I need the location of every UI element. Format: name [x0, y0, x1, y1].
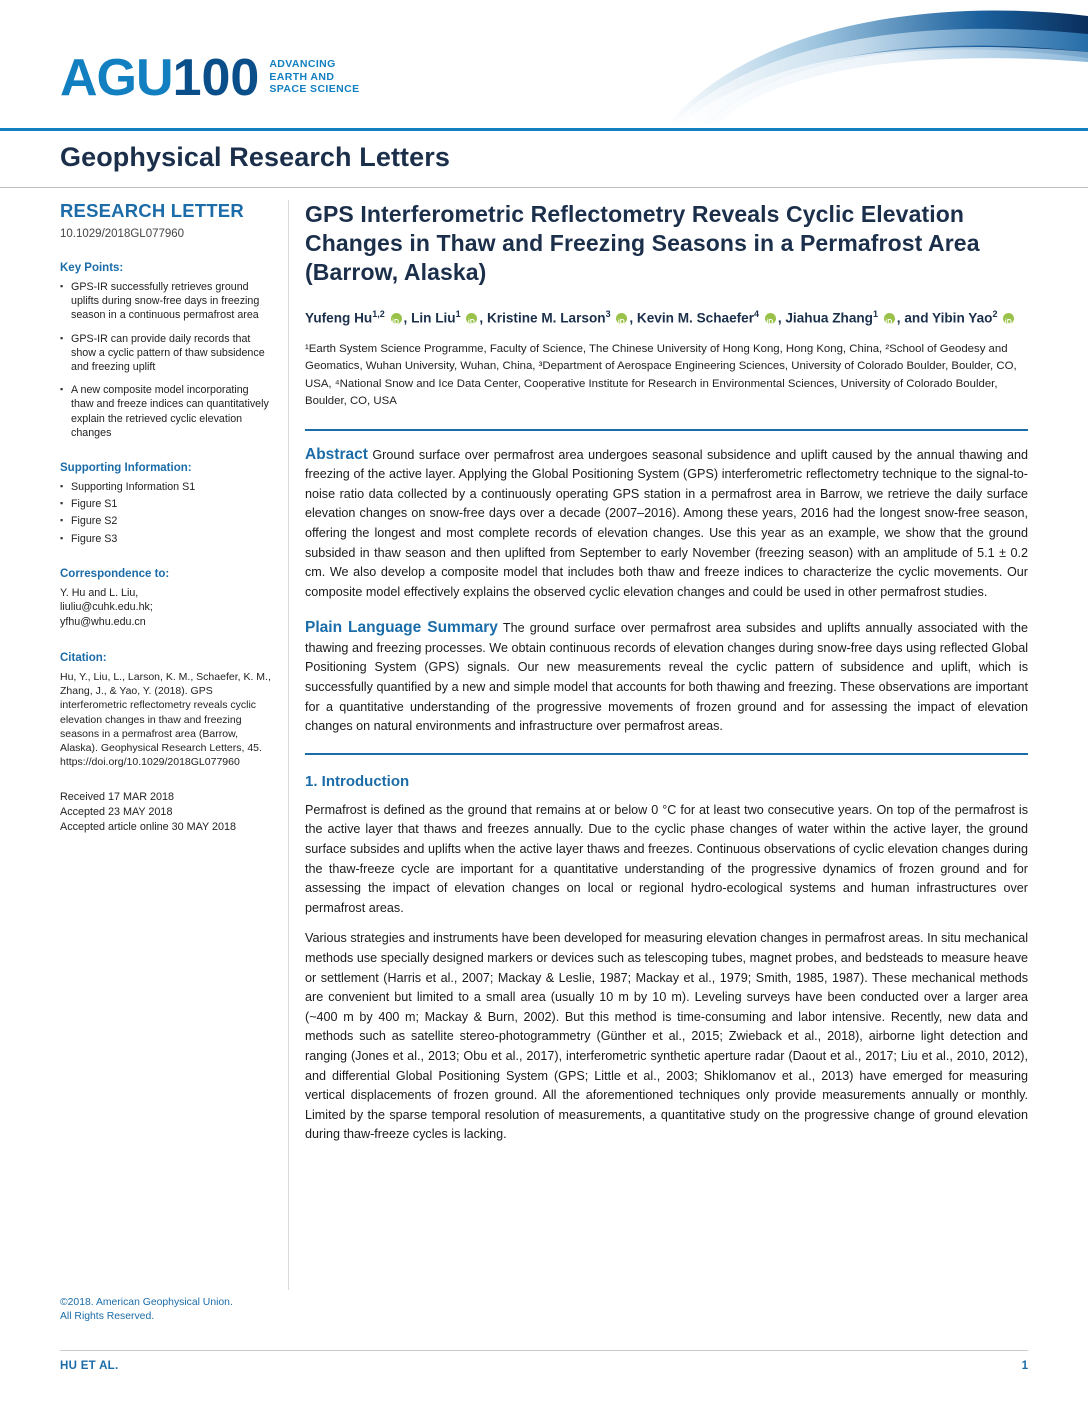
orcid-icon[interactable]	[616, 313, 627, 324]
list-item[interactable]: ▪ Figure S1	[60, 497, 272, 511]
list-item[interactable]: ▪ Figure S3	[60, 532, 272, 546]
agu-logo	[60, 49, 360, 107]
list-item[interactable]: ▪ Supporting Information S1	[60, 480, 272, 494]
section-divider-2	[305, 753, 1028, 755]
copyright-line-1: ©2018. American Geophysical Union.	[60, 1297, 233, 1308]
author-list: Yufeng Hu$^{1,2}$ iD , Lin Liu$^1$ iD , Kristine M. Larson$^3$ iD , Kevin M. Schaefer$^4$ iD , Jiahua Zhang$^1$ iD , and Yibin Yao$^2$ iD	[305, 304, 1028, 329]
agu-logo-100: 100	[172, 49, 260, 107]
copyright-notice	[60, 1296, 275, 1324]
orcid-icon[interactable]	[765, 313, 776, 324]
abstract-heading: Abstract	[305, 445, 368, 463]
section-divider	[305, 429, 1028, 431]
correspondence-name: Y. Hu and L. Liu,	[60, 586, 139, 599]
date-received: Received 17 MAR 2018	[60, 790, 175, 803]
page-number: 1	[1021, 1360, 1028, 1372]
paragraph: Various strategies and instruments have been developed for measuring elevation changes in permafrost areas. In situ mechanical methods use specially designed markers or devices such as telescoping tubes, magnet probes, and bedsteads to measure heave or settlement (Harris et al., 2007; Mackay & Leslie, 1987; Mackay et al., 1979; Smith, 1985, 1987). These mechanical methods are convenient but limited to a small area (usually 10 m by 10 m). Leveling surveys have been conducted over a larger area (~400 m by 400 m; Mackay & Burn, 2002). But this method is time-consuming and labor intensive. Recently, new data and methods such as satellite stereo-photogrammetry (Günther et al., 2015; Zwieback et al., 2018), airborne light detection and ranging (Jones et al., 2013; Obu et al., 2017), interferometric synthetic aperture radar (Daout et al., 2017; Liu et al., 2010, 2012), and differential Global Positioning System (GPS; Little et al., 2003; Shiklomanov et al., 2013) have emerged for measuring vertical displacements of frozen ground. All the aforementioned techniques only provide measurements annually or monthly. Limited by the sparse temporal resolution of measurements, a quantitative study on the progressive change of ground elevation during thaw-freeze cycles is lacking.	[305, 931, 1028, 1142]
correspondence-email-2[interactable]: yfhu@whu.edu.cn	[60, 616, 146, 629]
date-accepted: Accepted 23 MAY 2018	[60, 805, 173, 818]
list-item: ▪ GPS-IR can provide daily records that show a cyclic pattern of thaw subsidence and freezing uplift	[60, 332, 272, 375]
masthead	[0, 0, 1088, 172]
supporting-information-heading: Supporting Information:	[60, 462, 192, 475]
correspondence-heading: Correspondence to:	[60, 567, 170, 580]
correspondence-email-1[interactable]: liuliu@cuhk.edu.hk;	[60, 601, 153, 614]
key-points-heading: Key Points:	[60, 262, 124, 274]
footer-author: HU ET AL.	[60, 1360, 119, 1372]
orcid-icon[interactable]	[884, 313, 895, 324]
abstract-block	[305, 445, 1028, 603]
orcid-icon[interactable]	[466, 313, 477, 324]
affiliations: ¹Earth System Science Programme, Faculty of Science, The Chinese University of Hong Kong, Hong Kong, China, ²School of Geodesy and Geomatics, Wuhan University, Wuhan, China, ³Department of Aerospace Engineering Sciences, University of Colorado Boulder, Boulder, CO, USA, ⁴National Snow and Ice Data Center, Cooperative Institute for Research in Environmental Sciences, University of Colorado Boulder, Boulder, CO, USA	[305, 342, 1017, 408]
agu-tagline-line1: ADVANCING	[269, 58, 336, 70]
page-title: GPS Interferometric Reflectometry Reveals Cyclic Elevation Changes in Thaw and Freezing Seasons in a Permafrost Area (Barrow, Alaska)	[305, 201, 980, 285]
date-online: Accepted article online 30 MAY 2018	[60, 820, 237, 833]
paragraph: Permafrost is defined as the ground that remains at or below 0 °C for at least two consecutive years. On top of the permafrost is the active layer that thaws and freezes annually. Due to the cyclic phase changes of water within the active layer, the ground surface subsides and uplifts when the active layer thaws and freezes. Continuous observations of cyclic elevation changes during the thaw-freeze cycle are important for a quantitative understanding of the progressive dynamics of frozen ground and for assessing the impact of elevation changes on local or regional hydro-ecological systems and human infrastructures over permafrost areas.	[305, 802, 1028, 915]
article-type-label: RESEARCH LETTER	[60, 200, 244, 221]
column-divider	[288, 200, 289, 1290]
list-item[interactable]: ▪ Figure S2	[60, 514, 272, 528]
section-heading-introduction: 1. Introduction	[305, 772, 410, 790]
masthead-arc-graphic	[658, 0, 1088, 128]
citation-heading: Citation:	[60, 651, 107, 664]
plain-language-summary-text: The ground surface over permafrost area subsides and uplifts annually associated with the thawing and freezing processes. We obtain continuous records of elevation changes during snow-free days using reflected Global Positioning System (GPS) signals. Our new measurements reveal the cyclic pattern of subsidence and uplift, which is successfully quantified by a new and simple model that accounts for both thawing and freezing. These observations are important for a quantitative understanding of the progressive movements of frozen ground and for assessing the impact of elevation changes on natural environments and infrastructure over permafrost areas.	[305, 621, 1029, 734]
copyright-line-2: All Rights Reserved.	[60, 1311, 155, 1322]
footer-divider	[60, 1350, 1028, 1351]
agu-logo-word: AGU	[60, 49, 173, 107]
list-item: ▪ GPS-IR successfully retrieves ground uplifts during snow-free days in freezing season in a continuous permafrost area	[60, 280, 272, 323]
list-item: ▪ A new composite model incorporating thaw and freeze indices can quantitatively explain the retrieved cyclic elevation changes	[60, 383, 272, 440]
key-points-list	[60, 280, 272, 440]
journal-title: Geophysical Research Letters	[60, 142, 450, 172]
plain-language-summary-heading: Plain Language Summary	[305, 619, 498, 637]
supporting-information-list	[60, 480, 272, 546]
doi-text[interactable]: 10.1029/2018GL077960	[60, 228, 185, 240]
abstract-text: Ground surface over permafrost area undergoes seasonal subsidence and uplift caused by the annual thawing and freezing of the active layer. Applying the Global Positioning System (GPS) interferometric reflectometry technique to the signal-to-noise ratio data collected by a continuously operating GPS station in a permafrost area in Barrow, we retrieve the daily surface elevation changes on snow-free days over a decade (2007–2016). Among these years, 2016 had the longest snow-free season, offering the longest and most complete records of elevation changes. Use this year as an example, we show that the ground subsided in thaw season and then uplifted from September to early November (freezing season) with an amplitude of 5.1 ± 0.2 cm. We also develop a composite model that includes both thaw and freeze indices to characterize the cyclic movements. Our composite model effectively explains the observed cyclic elevation changes and could be used in other permafrost studies.	[305, 447, 1028, 599]
orcid-icon[interactable]	[1003, 313, 1014, 324]
citation-text: Hu, Y., Liu, L., Larson, K. M., Schaefer, K. M., Zhang, J., & Yao, Y. (2018). GPS interferometric reflectometry reveals cyclic elevation changes in thaw and freezing seasons in a permafrost area (Barrow, Alaska). Geophysical Research Letters, 45. https://doi.org/10.1029/2018GL077960	[60, 670, 271, 769]
plain-language-summary-block	[305, 618, 1028, 737]
main-content	[305, 200, 1028, 1145]
agu-tagline-line2: EARTH AND	[269, 70, 335, 83]
orcid-icon[interactable]	[391, 313, 402, 324]
agu-tagline	[269, 58, 359, 96]
agu-tagline-line3: SPACE SCIENCE	[269, 83, 360, 95]
sidebar	[60, 200, 272, 835]
publication-dates	[60, 790, 272, 835]
